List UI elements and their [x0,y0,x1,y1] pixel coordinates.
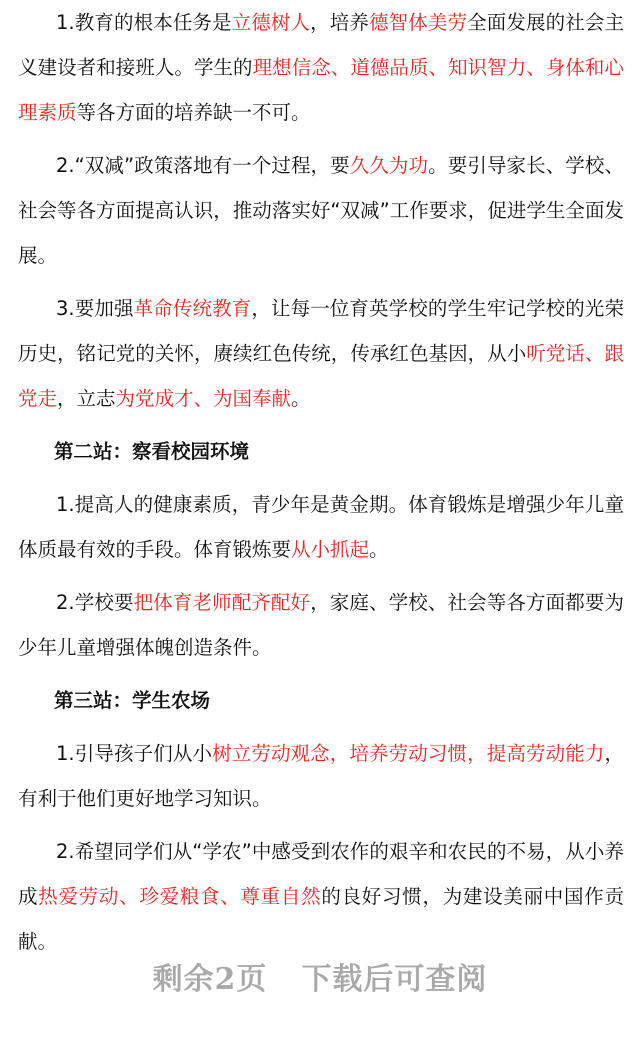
text: 2.希望同学们从“学农”中感受到农作的艰辛和农民的不易，从小养成 [18,840,624,908]
paragraph-1 [18,0,624,135]
highlight-text: 立德树人 [231,11,311,34]
text: 。要引导家长、学校、社会等各方面提高认识，推动落实好“双减”工作要求，促进学生全面发展。 [18,154,624,267]
highlight-text: 树立劳动观念，培养劳动习惯，提高劳动能力 [212,742,605,765]
paragraph-5 [18,580,624,670]
highlight-text: 理想信念、道德品质、知识智力、身体和心理素质 [18,56,624,124]
section-heading-farm: 第三站：学生农场 [54,689,211,712]
text: 1.教育的根本任务是 [56,11,232,34]
text: ，让每一位育英学校的学生牢记学校的光荣历史，铭记党的关怀，赓续红色传统，传承红色基因，从小 [18,297,624,365]
highlight-text: 革命传统教育 [133,297,252,320]
text: 全面发展的社会主义建设者和接班人。学生的 [18,11,624,79]
highlight-text: 德智体美劳 [369,11,468,34]
text: 1.引导孩子们从小 [56,742,213,765]
section-heading-campus: 第二站：察看校园环境 [54,440,250,463]
text: 的良好习惯，为建设美丽中国作贡献。 [18,885,624,953]
text: 2.学校要 [56,591,134,614]
text: ，培养 [310,11,370,34]
text: ，家庭、学校、社会等各方面都要为少年儿童增强体魄创造条件。 [18,591,624,659]
highlight-text: 把体育老师配齐配好 [133,591,311,614]
highlight-text: 热爱劳动、珍爱粮食、尊重自然 [38,885,322,908]
paragraph-7 [18,829,624,964]
paragraph-6 [18,731,624,821]
paragraph-3 [18,286,624,421]
highlight-text: 久久为功 [349,154,429,177]
highlight-text: 为党成才、为国奉献 [115,387,292,410]
document-body [18,0,624,972]
remaining-pages-text: 剩余2页 [152,962,268,997]
text: 。 [291,387,311,410]
highlight-text: 从小抓起 [291,538,370,561]
download-to-view-text: 下载后可查阅 [301,962,488,997]
text: 等各方面的培养缺一不可。 [76,101,311,124]
highlight-text: 听党话、跟党走 [18,342,624,410]
text: 3.要加强 [56,297,134,320]
text: 1.提高人的健康素质，青少年是黄金期。体育锻炼是增强少年儿童体质最有效的手段。体育锻炼要 [18,493,624,561]
text: 。 [369,538,389,561]
text: ，有利于他们更好地学习知识。 [18,742,624,810]
download-prompt[interactable] [0,954,640,998]
text: 2.“双减”政策落地有一个过程，要 [56,154,350,177]
text: ，立志 [57,387,116,410]
paragraph-4 [18,482,624,572]
paragraph-2 [18,143,624,278]
